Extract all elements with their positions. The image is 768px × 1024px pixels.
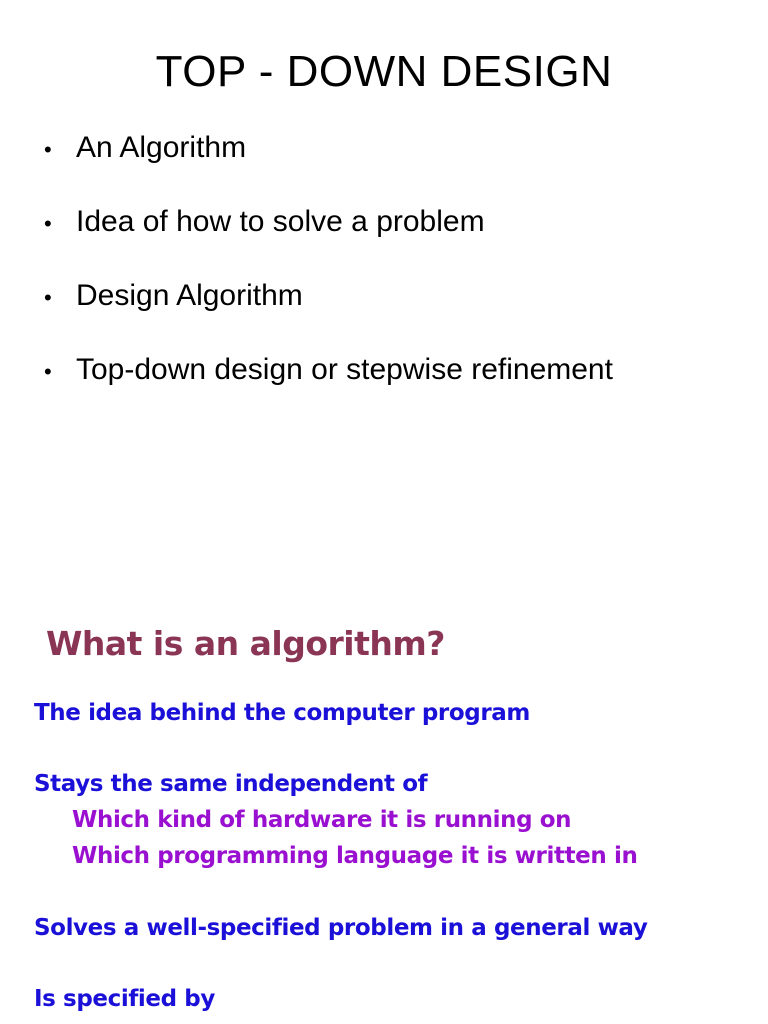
sub-point-line: Which programming language it is written in [72,843,638,869]
bullet-item [44,200,613,274]
bullet-symbol: • [44,137,52,162]
slide-what-is-an-algorithm [0,600,768,1024]
bullet-item [44,274,613,348]
bullet-symbol: • [44,285,52,310]
definition-line: Solves a well-specified problem in a general way [34,915,648,941]
bullet-symbol: • [44,359,52,384]
bullet-symbol: • [44,211,52,236]
definition-line: The idea behind the computer program [34,700,530,726]
slide-heading: What is an algorithm? [46,624,445,663]
bullet-text: Idea of how to solve a problem [76,205,485,238]
bullet-list [44,126,613,422]
bullet-item [44,126,613,200]
bullet-item [44,348,613,422]
sub-point-line: Which kind of hardware it is running on [72,807,572,833]
definition-line: Is specified by [34,986,215,1012]
bullet-text: Design Algorithm [76,279,303,312]
bullet-text: Top-down design or stepwise refinement [76,353,613,386]
slide-title: TOP - DOWN DESIGN [155,47,613,96]
bullet-text: An Algorithm [76,131,247,164]
definition-line: Stays the same independent of [34,771,428,797]
